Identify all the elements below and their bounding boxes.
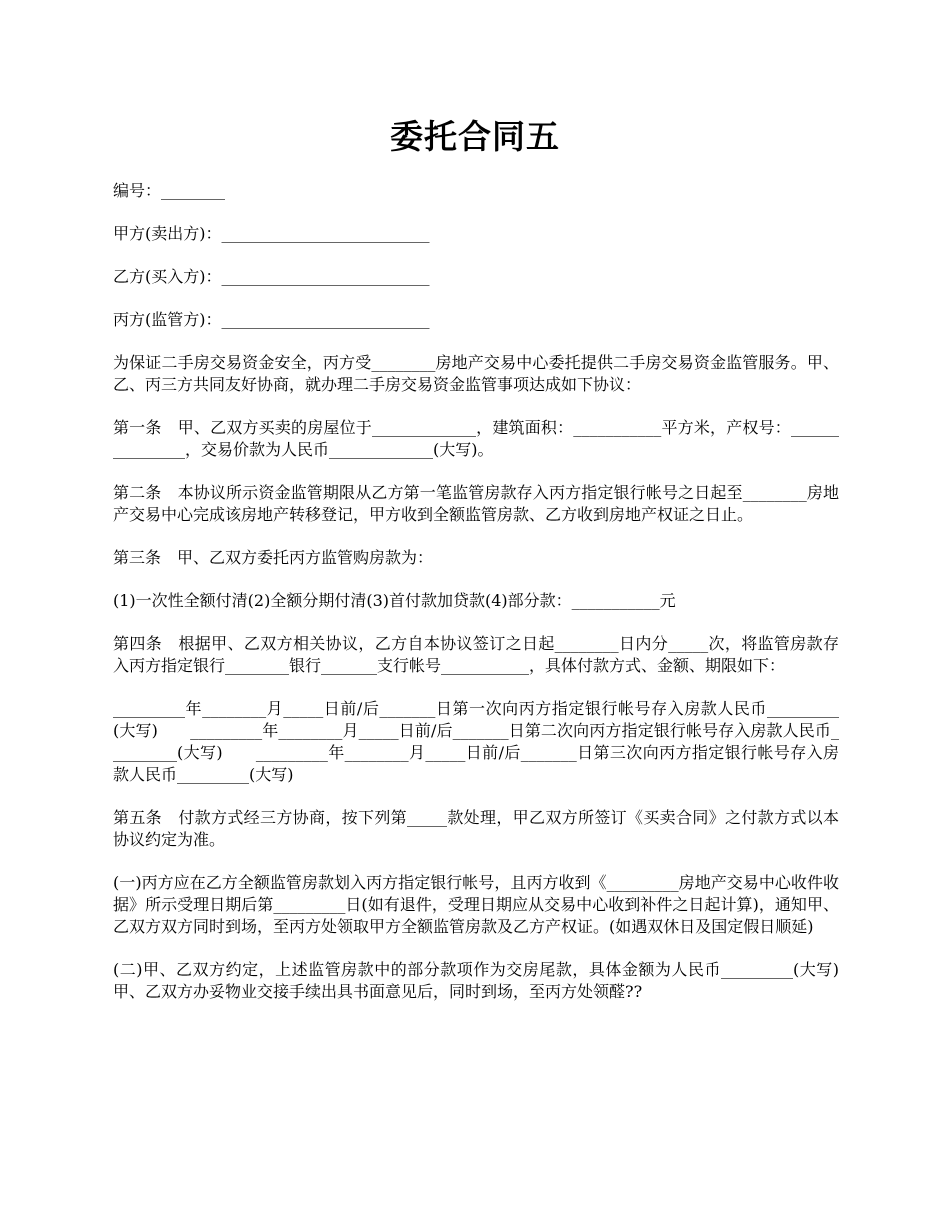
party-a-line: 甲方(卖出方)：__________________________ xyxy=(113,224,430,243)
article-1: 第一条 甲、乙双方买卖的房屋位于_____________，建筑面积：___________平方米，产权号：_______________，交易价款为人民币_____________(大写)。 xyxy=(113,418,839,459)
document-title: 委托合同五 xyxy=(390,117,560,156)
clause-2: (二)甲、乙双方约定，上述监管房款中的部分款项作为交房尾款，具体金额为人民币_________(大写)甲、乙双方办妥物业交接手续出具书面意见后，同时到场，至丙方处领醛?? xyxy=(113,960,839,1001)
party-c-line: 丙方(监管方)：__________________________ xyxy=(113,310,430,329)
payment-schedule: _________年________月_____日前/后_______日第一次向丙方指定银行帐号存入房款人民币_________(大写) _________年________月_____日前/后_______日第二次向丙方指定银行帐号存入房款人民币_________(大写) _________年________月_____日前/后_______日第三次向丙方指定银行帐号存入房款人民币_________(大写) xyxy=(113,699,839,784)
contract-number: 编号：________ xyxy=(113,181,226,200)
clause-1: (一)丙方应在乙方全额监管房款划入丙方指定银行帐号，且丙方收到《_________房地产交易中心收件收据》所示受理日期后第_________日(如有退件，受理日期应从交易中心收到补件之日起计算)，通知甲、乙双方双方同时到场，至丙方处领取甲方全额监管房款及乙方产权证。(如遇双休日及国定假日顺延) xyxy=(113,873,839,936)
article-5: 第五条 付款方式经三方协商，按下列第_____款处理，甲乙双方所签订《买卖合同》之付款方式以本协议约定为准。 xyxy=(113,808,839,849)
article-3: 第三条 甲、乙双方委托丙方监管购房款为： xyxy=(113,548,434,567)
article-4: 第四条 根据甲、乙双方相关协议，乙方自本协议签订之日起________日内分_____次，将监管房款存入丙方指定银行________银行_______支行帐号___________，具体付款方式、金额、期限如下： xyxy=(113,634,839,675)
party-b-line: 乙方(买入方)：__________________________ xyxy=(113,267,430,286)
preamble-paragraph: 为保证二手房交易资金安全，丙方受________房地产交易中心委托提供二手房交易资金监管服务。甲、乙、丙三方共同友好协商，就办理二手房交易资金监管事项达成如下协议： xyxy=(113,353,839,394)
article-3-options: (1)一次性全额付清(2)全额分期付清(3)首付款加贷款(4)部分款：___________元 xyxy=(113,591,676,610)
document-body xyxy=(113,180,839,1024)
article-2: 第二条 本协议所示资金监管期限从乙方第一笔监管房款存入丙方指定银行帐号之日起至________房地产交易中心完成该房地产转移登记，甲方收到全额监管房款、乙方收到房地产权证之日止。 xyxy=(113,483,839,524)
